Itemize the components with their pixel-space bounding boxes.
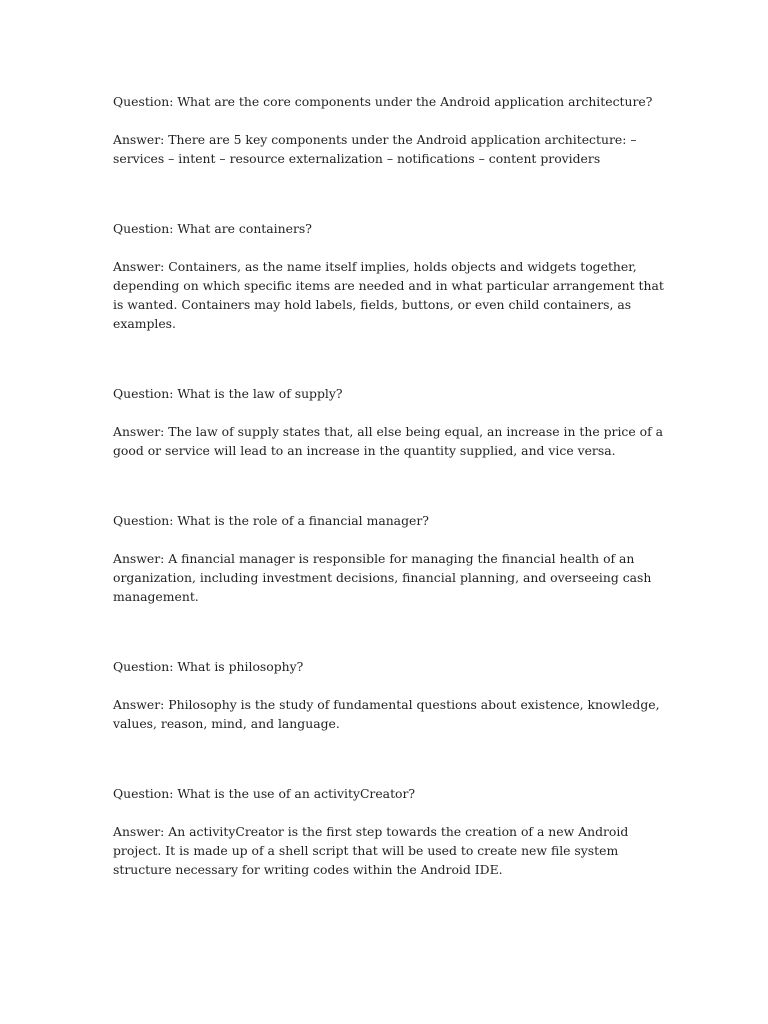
question-text: Question: What are containers? (113, 221, 312, 236)
qa-item (113, 219, 665, 333)
answer-text: Answer: There are 5 key components under the Android application architecture: – services – intent – resource externalization – notifications – content providers (113, 132, 637, 166)
question-text: Question: What is the use of an activityCreator? (113, 786, 416, 801)
answer-text: Answer: Containers, as the name itself implies, holds objects and widgets together, depending on which specific items are needed and in what particular arrangement that is wanted. Containers may hold labels, fields, buttons, or even child containers, as examples. (113, 259, 664, 331)
qa-item (113, 657, 665, 733)
answer-text: Answer: The law of supply states that, all else being equal, an increase in the price of a good or service will lead to an increase in the quantity supplied, and vice versa. (113, 424, 663, 458)
question-text: Question: What is the law of supply? (113, 386, 343, 401)
question-text: Question: What are the core components under the Android application architecture? (113, 94, 653, 109)
answer-text: Answer: A financial manager is responsible for managing the financial health of an organization, including investment decisions, financial planning, and overseeing cash management. (113, 551, 652, 604)
document-body (113, 92, 665, 930)
answer-text: Answer: Philosophy is the study of fundamental questions about existence, knowledge, values, reason, mind, and language. (113, 697, 660, 731)
question-text: Question: What is philosophy? (113, 659, 304, 674)
answer-text: Answer: An activityCreator is the first step towards the creation of a new Android project. It is made up of a shell script that will be used to create new file system structure necessary for writing codes within the Android IDE. (113, 824, 629, 877)
qa-item (113, 511, 665, 606)
qa-item (113, 92, 665, 168)
qa-item (113, 784, 665, 879)
qa-item (113, 384, 665, 460)
question-text: Question: What is the role of a financial manager? (113, 513, 429, 528)
